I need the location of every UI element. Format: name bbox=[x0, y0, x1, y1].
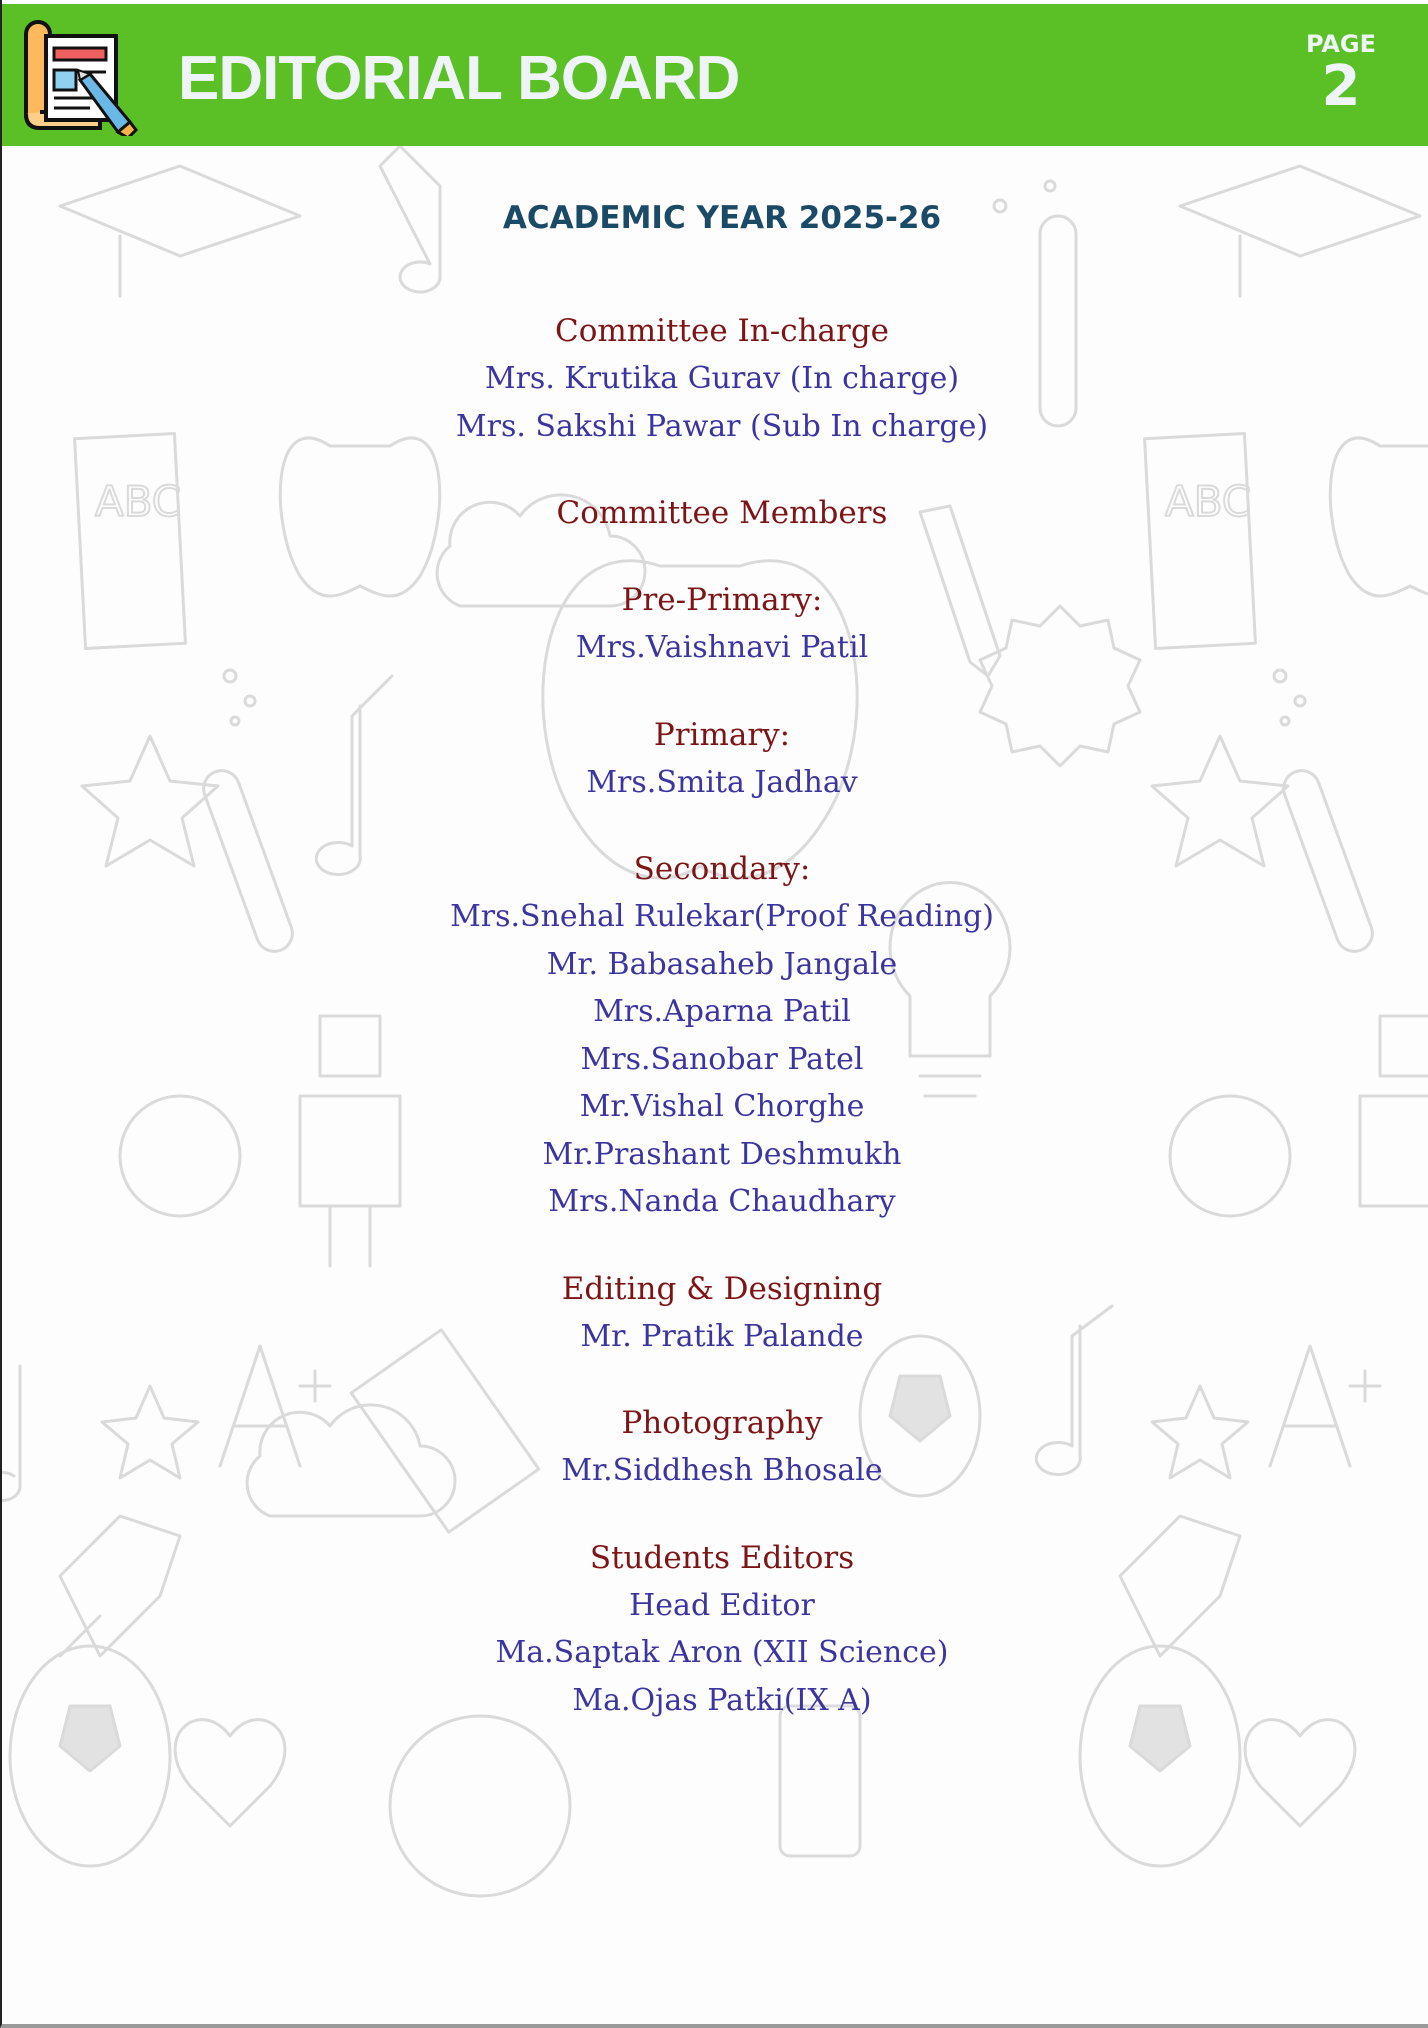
page-word: PAGE bbox=[1305, 30, 1377, 58]
academic-year-heading: ACADEMIC YEAR 2025-26 bbox=[502, 200, 942, 236]
header-banner bbox=[2, 4, 1428, 146]
member-name: Mr. Pratik Palande bbox=[580, 1318, 864, 1354]
page-indicator bbox=[1286, 30, 1396, 119]
newspaper-edit-icon bbox=[20, 18, 140, 136]
member-name: Mrs.Smita Jadhav bbox=[586, 764, 858, 800]
member-name: Mr.Siddhesh Bhosale bbox=[561, 1453, 883, 1488]
member-name: Mr. Babasaheb Jangale bbox=[546, 946, 898, 982]
member-name: Ma.Ojas Patki(IX A) bbox=[572, 1682, 872, 1718]
svg-text:ABC: ABC bbox=[95, 477, 182, 526]
member-name: Mrs.Sanobar Patel bbox=[580, 1041, 864, 1077]
section-primary bbox=[0, 712, 1428, 807]
section-title: Students Editors bbox=[589, 1539, 855, 1576]
member-name: Mrs.Snehal Rulekar(Proof Reading) bbox=[450, 899, 994, 934]
section-pre-primary bbox=[0, 577, 1428, 672]
section-students-editors bbox=[0, 1535, 1428, 1725]
member-name: Mrs.Aparna Patil bbox=[593, 994, 851, 1029]
page-title: EDITORIAL BOARD bbox=[178, 44, 740, 113]
member-name: Mr.Prashant Deshmukh bbox=[542, 1136, 902, 1172]
section-committee-members bbox=[0, 490, 1428, 537]
section-title: Secondary: bbox=[633, 851, 811, 887]
member-name: Mrs.Nanda Chaudhary bbox=[548, 1184, 896, 1219]
section-title: Primary: bbox=[653, 716, 791, 753]
section-title: Editing & Designing bbox=[561, 1270, 883, 1307]
page-number: 2 bbox=[1321, 54, 1361, 119]
member-name: Mrs.Vaishnavi Patil bbox=[575, 630, 869, 665]
section-title: Committee Members bbox=[556, 495, 888, 531]
editorial-board-content bbox=[0, 196, 1428, 1764]
member-role: Head Editor bbox=[629, 1587, 815, 1623]
section-secondary bbox=[0, 846, 1428, 1226]
member-name: Mr.Vishal Chorghe bbox=[579, 1089, 865, 1124]
svg-text:ABC: ABC bbox=[1165, 477, 1252, 526]
section-editing-designing bbox=[0, 1266, 1428, 1361]
member-name: Mrs. Sakshi Pawar (Sub In charge) bbox=[455, 408, 989, 444]
member-name: Mrs. Krutika Gurav (In charge) bbox=[484, 361, 960, 396]
section-title: Committee In-charge bbox=[554, 313, 890, 349]
member-name: Ma.Saptak Aron (XII Science) bbox=[495, 1635, 949, 1670]
section-title: Photography bbox=[621, 1405, 823, 1441]
section-photography bbox=[0, 1400, 1428, 1495]
section-title: Pre-Primary: bbox=[621, 582, 823, 618]
section-committee-in-charge bbox=[0, 308, 1428, 450]
